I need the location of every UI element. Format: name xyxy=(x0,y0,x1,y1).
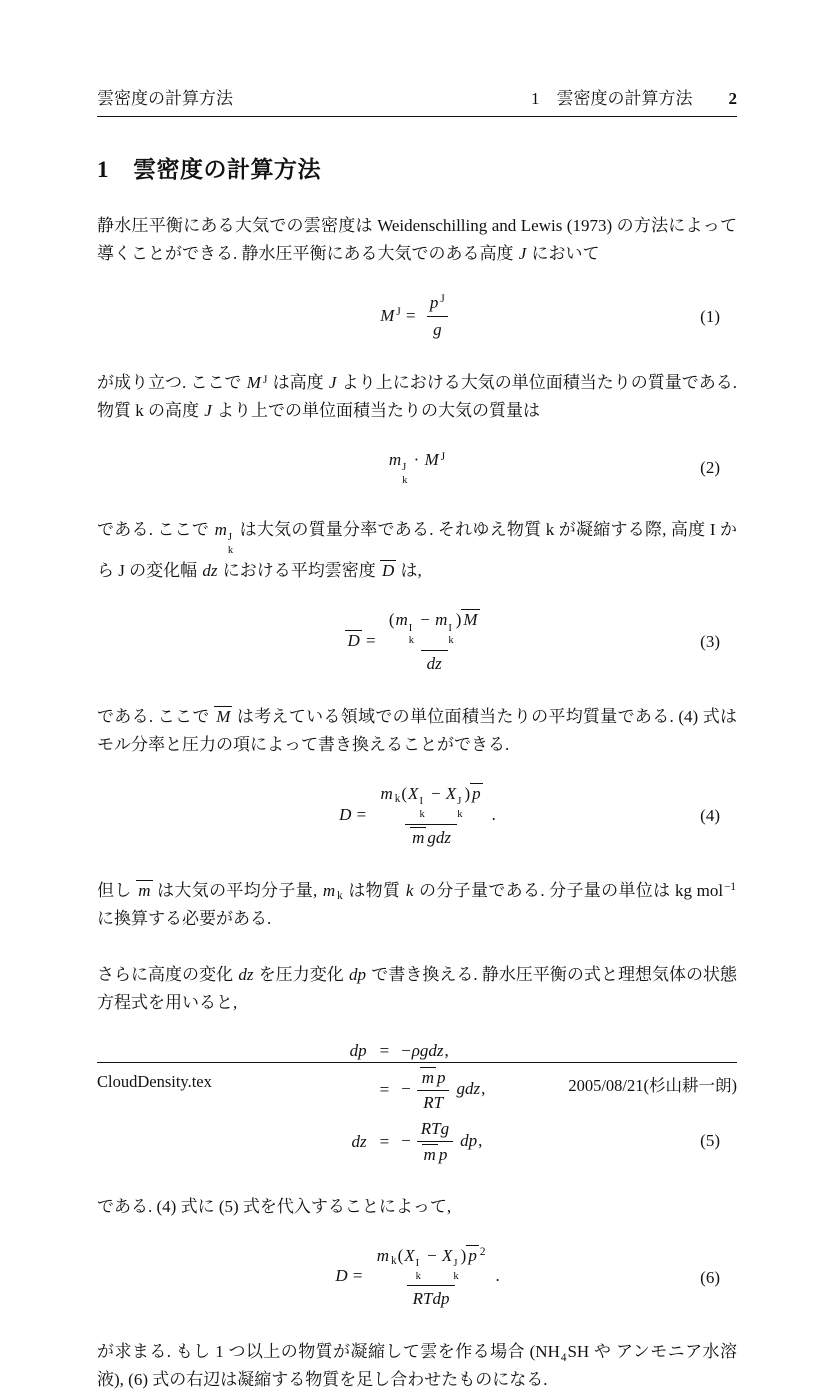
equation-2 xyxy=(97,449,737,488)
equation-6 xyxy=(97,1245,737,1311)
paragraph-molecular-weight: 但し m は大気の平均分子量, m k は物質 k の分子量である. 分子量の単位は kg mol$^{-1}$ に換算する必要がある. xyxy=(97,880,736,928)
equation-4 xyxy=(97,783,737,849)
equation-5-number: (5) xyxy=(700,1130,720,1150)
equation-2-body: m J k · M $^J$ xyxy=(388,450,446,487)
paragraph-hydrostatic: さらに高度の変化 dz を圧力変化 dp で書き換える. 静水圧平衡の式と理想気体の状態方程式を用いると, xyxy=(97,964,738,1012)
equation-3 xyxy=(97,609,737,675)
equation-2-number: (2) xyxy=(700,458,720,478)
header-section-ref: 1 雲密度の計算方法 xyxy=(531,89,693,108)
paragraph-mass-above: が成り立つ. ここで M $^J$ は高度 J より上における大気の単位面積当たりの質量である. 物質 k の高度 J より上での単位面積当たりの大気の質量は xyxy=(97,373,738,421)
paragraph-conclusion: が求まる. もし 1 つ以上の物質が凝縮して雲を作る場合 (NH4SH や アンモニア水溶液), (6) 式の右辺は凝縮する物質を足し合わせたものになる. xyxy=(97,1342,737,1390)
equation-5-row2-rhs: − $\frac{\text{m p}}{RT}$ gdz, xyxy=(401,1067,486,1112)
equation-1-body: M $^J$ = $\frac{p ^J}{g}$ xyxy=(379,306,455,325)
paragraph-mean-mass: である. ここで M は考えている領域での単位面積当たりの平均質量である. (4) 式はモル分率と圧力の項によって書き換えることができる. xyxy=(97,707,737,755)
paragraph-mass-fraction: である. ここで m J k は大気の質量分率である. それゆえ物質 k が凝縮する際, 高度 I から J の変化幅 dz における平均雲密度 D は, xyxy=(97,519,737,581)
footer-filename: CloudDensity.tex xyxy=(97,1072,212,1091)
equation-3-number: (3) xyxy=(700,632,720,652)
equation-5-row1-rhs: −ρgdz, xyxy=(401,1040,449,1060)
equation-1 xyxy=(97,292,737,341)
equation-6-number: (6) xyxy=(700,1267,720,1287)
footer-date-author: 2005/08/21(杉山耕一朗) xyxy=(568,1076,737,1095)
equation-5-rows xyxy=(97,1041,737,1165)
equation-5-row1-lhs: dp xyxy=(349,1040,367,1060)
equation-5-row3-rel: = xyxy=(379,1131,390,1151)
equation-4-body: D = m k(X I k − X J k ) p m gdz . xyxy=(338,805,496,824)
equation-5-row1-rel: = xyxy=(379,1040,390,1060)
equation-5-row3-rhs: − $\frac{\text{RTg}}{\text{m p}}$ dp, xyxy=(401,1118,483,1164)
section-title: 雲密度の計算方法 xyxy=(133,157,321,182)
equation-5-row2-rel: = xyxy=(379,1079,390,1099)
running-header xyxy=(97,84,737,117)
equation-4-number: (4) xyxy=(700,805,720,825)
equation-5 xyxy=(97,1041,737,1165)
equation-3-body: D = (m I k − m I k ) M dz xyxy=(345,631,488,650)
equation-1-number: (1) xyxy=(700,306,720,326)
paragraph-substitute: である. (4) 式に (5) 式を代入することによって, xyxy=(97,1196,452,1216)
header-left-title: 雲密度の計算方法 xyxy=(97,89,233,108)
running-footer xyxy=(97,1062,737,1096)
section-number: 1 xyxy=(97,157,109,182)
equation-5-row3-lhs: dz xyxy=(351,1131,367,1151)
equation-6-body: D = m k(X I k − X J k ) p $^2$ RTdp . xyxy=(334,1266,499,1285)
paragraph-intro: 静水圧平衡にある大気での雲密度は Weidenschilling and Lewis (1973) の方法によって導くことができる. 静水圧平衡にある大気でのある高度 J において xyxy=(97,216,737,263)
header-page-number: 2 xyxy=(728,89,737,108)
page-content xyxy=(97,84,737,1394)
section-heading xyxy=(97,151,737,184)
